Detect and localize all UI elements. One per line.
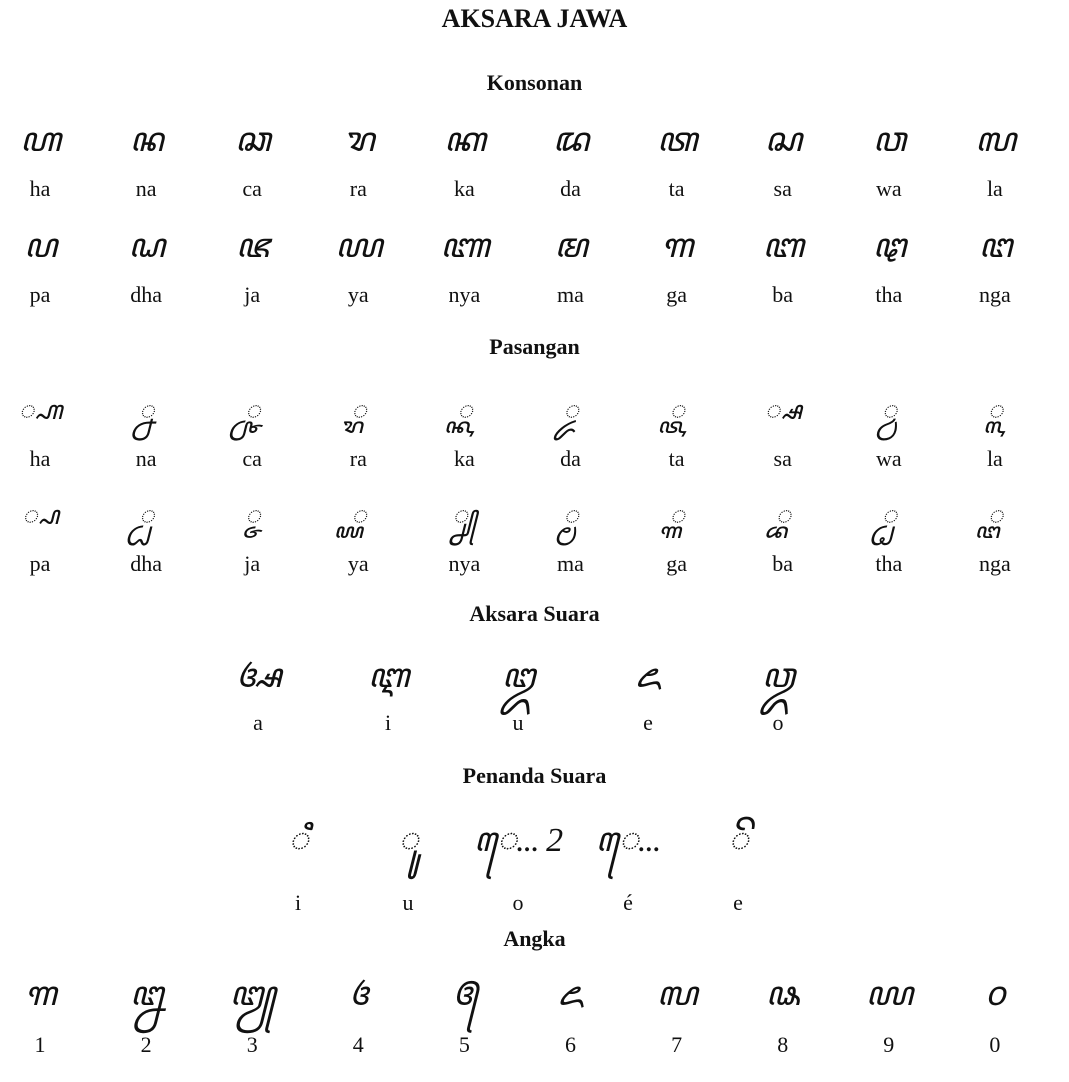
- section-title-angka: Angka: [503, 926, 566, 951]
- latin-label: sa: [773, 176, 792, 201]
- letter-cell: [728, 118, 838, 202]
- latin-label: ka: [454, 446, 475, 471]
- latin-label: ya: [347, 282, 369, 307]
- latin-label: e: [643, 710, 653, 735]
- letter-cell: [940, 118, 1050, 202]
- javanese-glyph: ꧀ꦝ: [138, 501, 154, 530]
- javanese-glyph: ꦺ... 2: [473, 822, 563, 859]
- javanese-glyph: ꦒ: [661, 228, 693, 265]
- letter-cell: [197, 388, 307, 472]
- letter-cell: [834, 972, 944, 1058]
- latin-label: ta: [668, 446, 685, 471]
- letter-cell: [303, 972, 413, 1058]
- letter-cell: [516, 224, 626, 308]
- javanese-glyph: ꦈ: [501, 658, 535, 695]
- letter-cell: [303, 224, 413, 308]
- latin-label: 0: [989, 1032, 1001, 1057]
- letter-cell: [683, 818, 793, 916]
- letter-cell: [728, 972, 838, 1058]
- letter-cell: [0, 972, 95, 1058]
- letter-cell: [463, 818, 573, 916]
- letter-cell: [573, 818, 683, 916]
- latin-label: ra: [349, 446, 367, 471]
- javanese-glyph: ꦲ: [20, 122, 60, 159]
- letter-cell: [91, 493, 201, 577]
- javanese-glyph: ꧀ꦤ: [138, 396, 154, 425]
- javanese-glyph: ꧀ꦲ: [18, 396, 62, 425]
- javanese-glyph: ꦸ: [398, 822, 418, 859]
- javanese-glyph: ꧀ꦱ: [764, 396, 801, 425]
- letter-cell: [303, 388, 413, 472]
- javanese-glyph: ꦶ: [288, 822, 308, 859]
- javanese-glyph: ꧀ꦗ: [244, 501, 260, 530]
- javanese-glyph: ꧀ꦚ: [452, 501, 477, 530]
- letter-cell: [203, 654, 313, 736]
- javanese-glyph: ꧓: [229, 976, 275, 1013]
- javanese-glyph: ꧀ꦠ: [669, 396, 684, 425]
- letter-cell: [197, 224, 307, 308]
- latin-label: i: [384, 710, 392, 735]
- javanese-glyph: ꧀ꦩ: [563, 501, 578, 530]
- javanese-glyph: ꧀ꦪ: [351, 501, 366, 530]
- letter-cell: [940, 224, 1050, 308]
- javanese-glyph: ꦄ: [235, 658, 281, 695]
- javanese-glyph: ꦱ: [764, 122, 801, 159]
- letter-cell: [834, 493, 944, 577]
- latin-label: o: [512, 890, 524, 915]
- latin-label: nya: [448, 282, 481, 307]
- letter-cell: [940, 388, 1050, 472]
- latin-label: ha: [29, 176, 51, 201]
- letter-cell: [409, 118, 519, 202]
- letter-cell: [622, 972, 732, 1058]
- letter-cell: [303, 118, 413, 202]
- letter-cell: [728, 493, 838, 577]
- letter-cell: [622, 388, 732, 472]
- latin-label: 9: [883, 1032, 895, 1057]
- latin-label: la: [986, 446, 1003, 471]
- javanese-glyph: ꧀ꦒ: [669, 501, 684, 530]
- javanese-glyph: ꧒: [129, 976, 163, 1013]
- letter-cell: [516, 118, 626, 202]
- javanese-glyph: ꧀ꦔ: [987, 501, 1003, 530]
- javanese-glyph: ꧀ꦢ: [563, 396, 578, 425]
- latin-label: 8: [777, 1032, 789, 1057]
- javanese-glyph: ꦛ: [872, 228, 905, 265]
- latin-label: ma: [557, 551, 584, 576]
- letter-cell: [622, 224, 732, 308]
- letter-cell: [940, 972, 1050, 1058]
- latin-label: wa: [875, 176, 902, 201]
- latin-label: pa: [29, 551, 51, 576]
- javanese-glyph: ꦫ: [343, 122, 374, 159]
- latin-label: nga: [979, 282, 1011, 307]
- latin-label: ka: [454, 176, 475, 201]
- latin-label: ba: [772, 551, 794, 576]
- letter-cell: [409, 224, 519, 308]
- javanese-glyph: ꧗: [656, 976, 697, 1013]
- letter-cell: [197, 493, 307, 577]
- letter-cell: [91, 972, 201, 1058]
- latin-label: pa: [29, 282, 51, 307]
- latin-label: ya: [347, 551, 369, 576]
- latin-label: na: [135, 176, 157, 201]
- latin-label: ga: [666, 551, 687, 576]
- letter-cell: [723, 654, 833, 736]
- javanese-glyph: ꦮ: [872, 122, 905, 159]
- latin-label: tha: [875, 282, 903, 307]
- letter-cell: [243, 818, 353, 916]
- letter-cell: [834, 118, 944, 202]
- javanese-glyph: ꦢ: [552, 122, 589, 159]
- letter-cell: [197, 118, 307, 202]
- letter-cell: [0, 493, 95, 577]
- javanese-glyph: ꦆ: [367, 658, 409, 695]
- letter-cell: [353, 818, 463, 916]
- section-title-aksara-suara: Aksara Suara: [469, 601, 600, 626]
- javanese-glyph: ꧔: [348, 976, 368, 1013]
- javanese-glyph: ꧀ꦏ: [457, 396, 472, 425]
- latin-label: 6: [565, 1032, 576, 1057]
- letter-cell: [593, 654, 703, 736]
- latin-label: 2: [140, 1032, 152, 1057]
- letter-cell: [0, 388, 95, 472]
- latin-label: 1: [34, 1032, 46, 1057]
- javanese-glyph: ꦚ: [440, 228, 489, 265]
- latin-label: é: [623, 890, 633, 915]
- javanese-glyph: ꧀ꦥ: [21, 501, 59, 530]
- letter-cell: [940, 493, 1050, 577]
- latin-label: na: [135, 446, 157, 471]
- javanese-glyph: ꧙: [865, 976, 912, 1013]
- javanese-glyph: ꦕ: [234, 122, 270, 159]
- latin-label: da: [560, 176, 581, 201]
- latin-label: i: [294, 890, 302, 915]
- letter-cell: [834, 224, 944, 308]
- javanese-glyph: ꧑: [24, 976, 56, 1013]
- javanese-glyph: ꧀ꦫ: [351, 396, 366, 425]
- javanese-glyph: ꦩ: [554, 228, 587, 265]
- javanese-glyph: ꦧ: [762, 228, 803, 265]
- javanese-glyph: ꦎ: [762, 658, 794, 695]
- latin-label: o: [772, 710, 784, 735]
- latin-label: ba: [772, 282, 794, 307]
- javanese-glyph: ꦼ: [728, 822, 748, 859]
- latin-label: sa: [773, 446, 792, 471]
- letter-cell: [834, 388, 944, 472]
- page-title: AKSARA JAWA: [441, 4, 628, 33]
- javanese-glyph: ꧀ꦕ: [244, 396, 260, 425]
- letter-cell: [0, 224, 95, 308]
- latin-label: 5: [458, 1032, 470, 1057]
- latin-label: ma: [557, 282, 584, 307]
- javanese-glyph: ꧘: [765, 976, 800, 1013]
- javanese-glyph: ꦺ...: [595, 822, 661, 859]
- javanese-glyph: ꦗ: [235, 228, 269, 265]
- javanese-glyph: ꧀ꦛ: [881, 501, 897, 530]
- letter-cell: [91, 118, 201, 202]
- letter-cell: [409, 388, 519, 472]
- letter-cell: [463, 654, 573, 736]
- javanese-glyph: ꧀ꦧ: [775, 501, 790, 530]
- letter-cell: [409, 493, 519, 577]
- javanese-glyph: ꦭ: [975, 122, 1015, 159]
- letter-cell: [728, 224, 838, 308]
- letter-cell: [622, 493, 732, 577]
- latin-label: ra: [349, 176, 367, 201]
- section-title-penanda-suara: Penanda Suara: [462, 763, 607, 788]
- letter-cell: [333, 654, 443, 736]
- javanese-glyph: ꧀ꦭ: [987, 396, 1003, 425]
- latin-label: ja: [244, 282, 261, 307]
- letter-cell: [516, 388, 626, 472]
- letter-cell: [197, 972, 307, 1058]
- section-title-konsonan: Konsonan: [486, 70, 583, 95]
- latin-label: dha: [130, 551, 162, 576]
- javanese-glyph: ꧐: [985, 976, 1005, 1013]
- section-title-pasangan: Pasangan: [489, 334, 580, 359]
- latin-label: ha: [29, 446, 51, 471]
- letter-cell: [0, 118, 95, 202]
- javanese-glyph: ꦪ: [335, 228, 382, 265]
- javanese-glyph: ꦌ: [635, 658, 661, 695]
- latin-label: e: [733, 890, 743, 915]
- letter-cell: [728, 388, 838, 472]
- latin-label: ca: [242, 446, 262, 471]
- letter-cell: [516, 493, 626, 577]
- latin-label: ja: [244, 551, 261, 576]
- javanese-glyph: ꦤ: [129, 122, 163, 159]
- letter-cell: [409, 972, 519, 1058]
- letter-cell: [91, 224, 201, 308]
- javanese-glyph: ꦔ: [978, 228, 1011, 265]
- latin-label: u: [512, 710, 524, 735]
- javanese-glyph: ꦥ: [24, 228, 56, 265]
- latin-label: la: [986, 176, 1003, 201]
- latin-label: a: [253, 710, 263, 735]
- latin-label: ga: [666, 282, 687, 307]
- latin-label: da: [560, 446, 581, 471]
- javanese-glyph: ꦝ: [128, 228, 164, 265]
- javanese-glyph: ꧕: [452, 976, 477, 1013]
- latin-label: 7: [671, 1032, 683, 1057]
- latin-label: nya: [448, 551, 481, 576]
- javanese-glyph: ꧖: [557, 976, 584, 1013]
- letter-cell: [516, 972, 626, 1058]
- letter-cell: [622, 118, 732, 202]
- javanese-glyph: ꦏ: [444, 122, 485, 159]
- letter-cell: [303, 493, 413, 577]
- latin-label: tha: [875, 551, 903, 576]
- latin-label: ta: [668, 176, 685, 201]
- latin-label: u: [402, 890, 414, 915]
- latin-label: 3: [246, 1032, 258, 1057]
- latin-label: 4: [352, 1032, 364, 1057]
- latin-label: wa: [875, 446, 902, 471]
- javanese-glyph: ꦠ: [656, 122, 697, 159]
- latin-label: dha: [130, 282, 162, 307]
- latin-label: nga: [979, 551, 1011, 576]
- javanese-glyph: ꧀ꦮ: [881, 396, 897, 425]
- latin-label: ca: [242, 176, 262, 201]
- letter-cell: [91, 388, 201, 472]
